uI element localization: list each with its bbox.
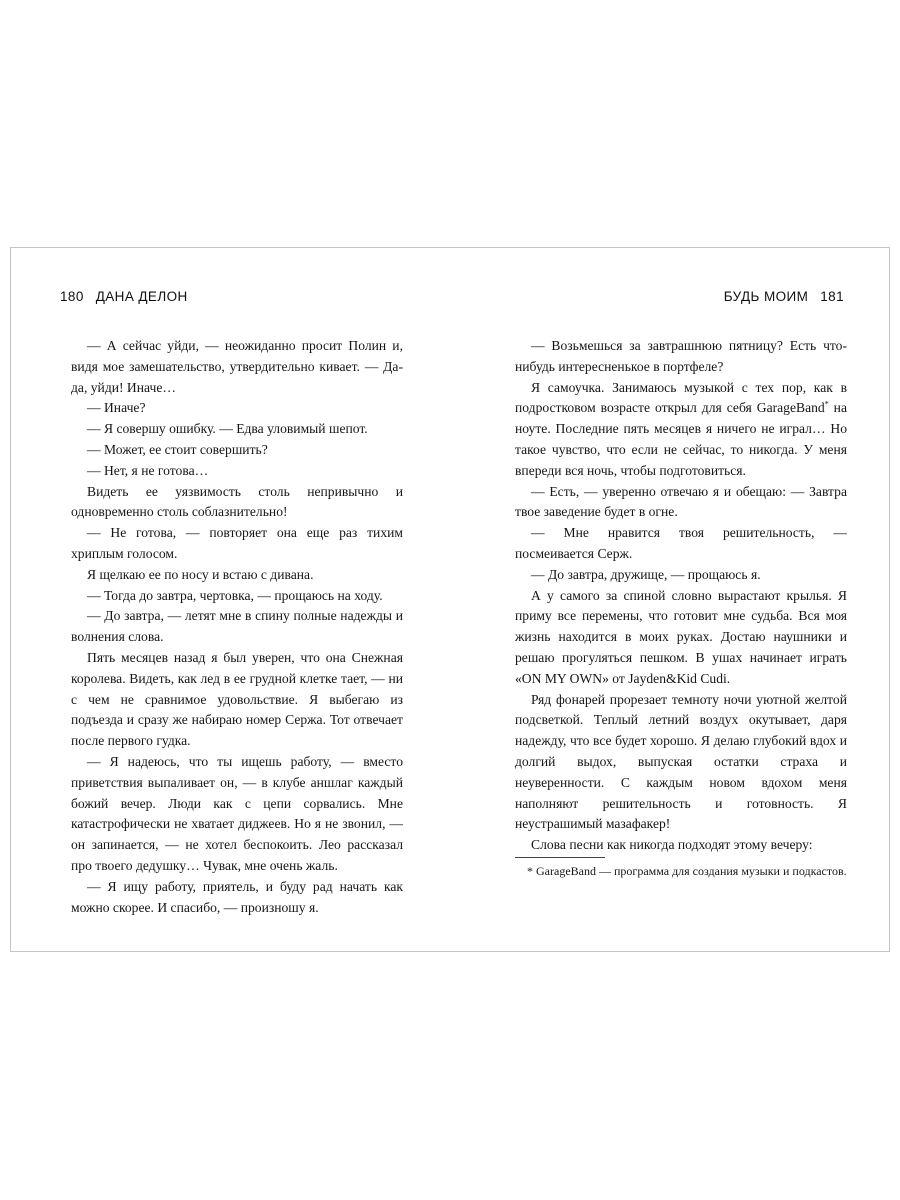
paragraph: — Я ищу работу, приятель, и буду рад начать как можно скорее. И спасибо, — произношу я. bbox=[71, 878, 403, 915]
paragraph: — Может, ее стоит совершить? bbox=[87, 441, 268, 457]
paragraph: Видеть ее уязвимость столь непривычно и одновременно столь соблазнительно! bbox=[71, 483, 403, 520]
paragraph: Слова песни как никогда подходят этому вечеру: bbox=[531, 837, 813, 853]
footnote-divider bbox=[515, 857, 605, 858]
paragraph: Ряд фонарей прорезает темноту ночи уютной желтой подсветкой. Теплый летний воздух окутывает, даря надежду, что все будет хорошо. Я делаю глубокий вдох и долгий выдох, выпуская остатки страха и неуверенности. С каждым новом вдохом меня наполняют решительность и готовность. Я неустрашимый мазафакер! bbox=[515, 691, 847, 832]
footnote-marker: * bbox=[824, 399, 829, 409]
paragraph: — А сейчас уйди, — неожиданно просит Полин и, видя мое замешательство, утвердительно кивает. — Да-да, уйди! Иначе… bbox=[71, 338, 403, 395]
paragraph: — Я надеюсь, что ты ищешь работу, — вместо приветствия выпаливает он, — в клубе аншлаг каждый божий вечер. Люди как с цепи сорвались. Мне катастрофически не хватает диджеев. Но я не звонил, — он запинается, — не хотел беспокоить. Лео рассказал про твоего дедушку… Чувак, мне очень жаль. bbox=[71, 753, 403, 873]
paragraph: — Тогда до завтра, чертовка, — прощаюсь на ходу. bbox=[87, 587, 383, 603]
left-running-head bbox=[60, 289, 194, 304]
paragraph-part: Я самоучка. Занимаюсь музыкой с тех пор, как в подростковом возрасте открыл для себя GarageBand bbox=[515, 379, 847, 416]
right-page-number: 181 bbox=[820, 289, 844, 304]
paragraph: — Я совершу ошибку. — Едва уловимый шепот. bbox=[87, 421, 368, 437]
paragraph: Пять месяцев назад я был уверен, что она Снежная королева. Видеть, как лед в ее грудной клетке тает, — ни с чем не сравнимое удовольствие. Я выбегаю из подъезда и сразу же набираю номер Сержа. Тот отвечает после первого гудка. bbox=[71, 649, 403, 749]
left-author-name: ДАНА ДЕЛОН bbox=[95, 289, 188, 304]
right-book-title: БУДЬ МОИМ bbox=[723, 289, 809, 304]
paragraph: — До завтра, дружище, — прощаюсь я. bbox=[531, 566, 761, 582]
paragraph: — Возьмешься за завтрашнюю пятницу? Есть что-нибудь интересненькое в портфеле? bbox=[515, 338, 847, 374]
footnote: * GarageBand — программа для создания музыки и подкастов. bbox=[527, 864, 847, 878]
paragraph: А у самого за спиной словно вырастают крылья. Я приму все перемены, что готовит мне судьба. Вся моя жизнь находится в моих руках. Достаю наушники и решаю прогуляться пешком. В ушах начинает играть «ON MY OWN» от Jayden&Kid Cudi. bbox=[515, 587, 847, 686]
right-running-head bbox=[718, 289, 844, 304]
left-page-text bbox=[71, 336, 403, 918]
book-spread bbox=[10, 247, 890, 952]
paragraph: — До завтра, — летят мне в спину полные надежды и волнения слова. bbox=[71, 608, 403, 645]
paragraph-with-footnote bbox=[515, 378, 847, 482]
paragraph: — Иначе? bbox=[87, 400, 146, 416]
paragraph-part: на ноуте. Последние пять месяцев я ничего не играл… Но такое чувство, что если не сейчас, то никогда. У меня впереди вся ночь, чтобы подготовиться. bbox=[515, 400, 847, 478]
paragraph: — Мне нравится твоя решительность, — посмеивается Серж. bbox=[515, 525, 847, 561]
paragraph: Я щелкаю ее по носу и встаю с дивана. bbox=[87, 566, 314, 582]
right-page bbox=[451, 248, 891, 951]
paragraph: — Есть, — уверенно отвечаю я и обещаю: — Завтра твое заведение будет в огне. bbox=[515, 483, 847, 520]
left-page bbox=[11, 248, 451, 951]
paragraph: — Нет, я не готова… bbox=[87, 462, 209, 478]
paragraph: — Не готова, — повторяет она еще раз тихим хриплым голосом. bbox=[71, 525, 403, 561]
left-page-number: 180 bbox=[60, 289, 84, 304]
right-page-text bbox=[515, 336, 847, 856]
